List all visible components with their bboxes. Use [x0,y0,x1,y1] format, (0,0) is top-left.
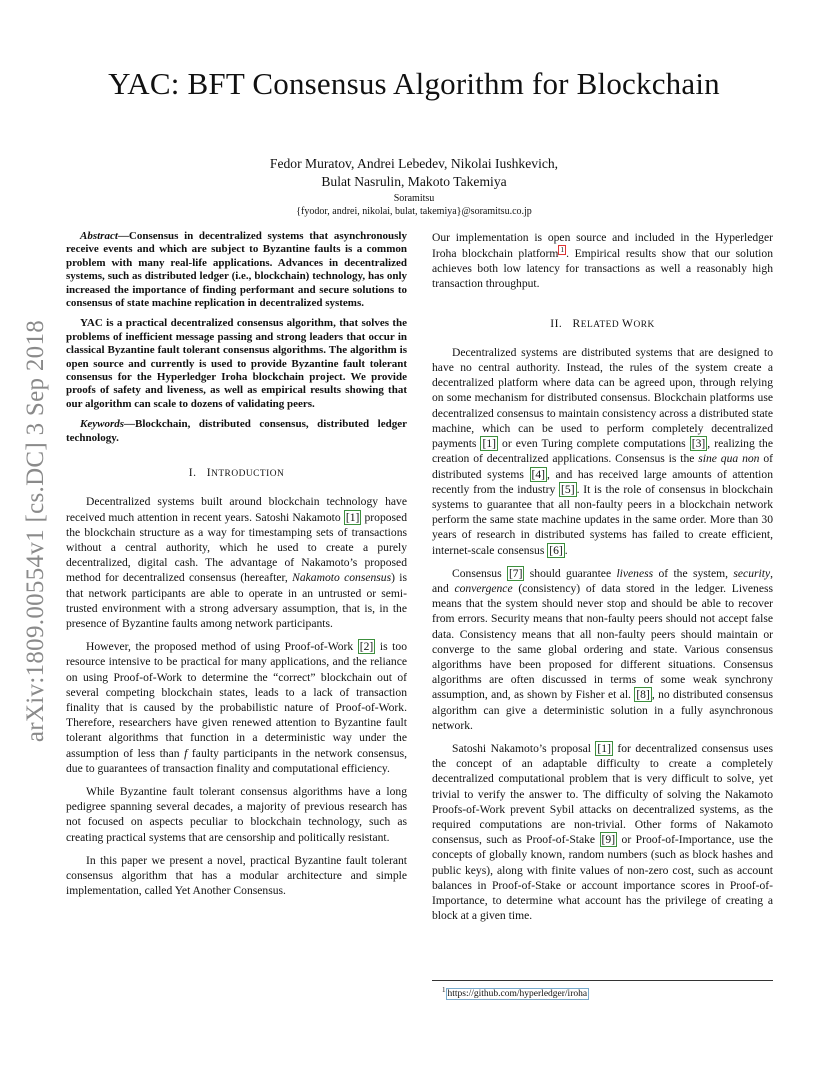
citation-link[interactable]: [3] [691,437,706,451]
text-run: , no distributed consensus algorithm can give a deterministic solution in a fully asynchronous network. [432,688,773,732]
citation-link[interactable]: [2] [359,640,374,654]
abstract-paragraph-2: YAC is a practical decentralized consensus algorithm, that solves the problems of inefficient message passing and strong leaders that occur in classical Byzantine fault tolerant consensus algorithms. The algorithm is open source and currently is used to provide Byzantine fault tolerant consensus for the Hyperledger Iroha blockchain project. We provide proofs of safety and liveness, as well as empirical results showing that our algorithm can scale to dozens of validating peers. [66,317,407,410]
footnote-marker[interactable]: 1 [560,245,565,255]
text-run: , realizing the creation of decentralized applications. Consensus is the [432,437,773,466]
text-run: . [564,543,568,557]
footnote [442,984,589,1000]
text-run: Satoshi Nakamoto’s proposal [452,741,596,755]
intro-paragraph-1 [66,494,407,631]
citation-link[interactable]: [9] [601,833,616,847]
citation-link[interactable]: [4] [531,467,546,481]
keywords [66,418,407,445]
left-column [66,230,407,898]
citation-link[interactable]: [1] [345,510,360,524]
authors-line-2: Bulat Nasrulin, Makoto Takemiya [321,174,507,189]
text-run: of the system, [653,566,734,580]
text-run: , and has received large amounts of attention recently from the industry [432,467,773,496]
footnote-url-link[interactable] [446,988,590,1000]
citation-link[interactable]: [7] [508,566,523,580]
text-run: However, the proposed method of using Proof-of-Work [86,640,358,654]
intro-paragraph-3: While Byzantine fault tolerant consensus algorithms have a long pedigree spanning several decades, a majority of previous research has not focused on aspects peculiar to blockchain technology, such as creating practical systems that are censorship and politically resistant. [66,784,407,844]
section-title-initial-2: W [622,316,634,330]
citation-link[interactable]: [8] [636,688,650,702]
related-paragraph-3 [432,741,773,923]
intro-paragraph-4: In this paper we present a novel, practical Byzantine fault tolerant consensus algorithm that has a modular architecture and simple implementation, called Yet Another Consensus. [66,853,407,898]
citation-link[interactable]: [1] [597,741,611,755]
text-run: Decentralized systems are distributed systems that are designed to have no central authority. Instead, the rules of the system create a decentralized platform where data can be agreed upon, through relying on some mechanism for distributed consensus. Blockchain platforms use decentralized consensus to maintain consistency across a distributed state machine, which can be used to perform completely decentralized payments [432,345,773,451]
text-run: . It is the role of consensus in blockchain systems to guarantee that all non-faulty peers in a blockchain network perform the same state machine updates in the same order. More than 30 years of research in distributed systems has failed to create efficient, internet-scale consensus [432,482,773,557]
right-column [432,230,773,923]
author-list [0,155,828,191]
footnote-number: 1 [442,986,446,994]
emphasis: sine qua non [698,452,760,466]
section-title-rest: NTRODUCTION [211,469,285,480]
section-title-initial: R [572,316,581,330]
emphasis: convergence [454,581,513,595]
text-run: , and [432,566,773,595]
intro-paragraph-4-continued [432,230,773,292]
intro-paragraph-2 [66,639,407,776]
text-run: proposed the blockchain structure as a way for timestamping sets of transactions without a central authority, which he used to create a purely decentralized, digital cash. The advantage of Nakamoto’s proposed method for decentralized consensus (hereafter, [66,510,408,585]
keywords-label: Keywords [80,418,124,431]
text-run: Decentralized systems built around blockchain technology have received much attention in recent years. Satoshi Nakamoto [66,495,407,524]
author-emails: {fyodor, andrei, nikolai, bulat, takemiya}@soramitsu.co.jp [296,206,532,217]
text-run: or even Turing complete computations [498,437,690,451]
text-run: . Empirical results show that our solution achieves both low latency for transactions as well a reasonably high transaction throughput. [432,247,773,291]
text-run: of distributed systems [432,452,773,481]
keywords-text: —Blockchain, distributed consensus, distributed ledger technology. [66,418,407,444]
section-number: I. [188,466,197,480]
text-run: or Proof-of-Importance, use the concepts of globally known, random numbers (such as block hashes and public keys), along with finite values of non-zero cost, such as account balances in Proof-of-Stake or account importance scores in Proof-of-Importance, to determine what account has the privilege of creating a block at a given time. [432,833,773,923]
section-title-rest: ORK [633,319,655,330]
math-variable: f [184,746,188,760]
related-paragraph-2 [432,566,773,733]
abstract-label: Abstract [80,230,118,242]
abstract-text-1: —Consensus in decentralized systems that asynchronously receive events and which are subject to Byzantine faults is a common problem with many real-life applications. Advances in decentralized systems, such as distributed ledger (i.e., blockchain) technology, has only increased the importance of finding performant and secure solutions to consensus of state machine replication in decentralized systems. [66,230,407,310]
section-heading-related-work [432,316,773,333]
emphasis: security [733,566,771,580]
abstract [66,230,407,445]
authors-line-1: Fedor Muratov, Andrei Lebedev, Nikolai Iushkevich, [269,156,559,171]
text-run: faulty participants in the network consensus, due to guarantees of transaction finality and computational efficiency. [66,746,408,775]
arxiv-stamp-text: arXiv:1809.00554v1 [cs.DC] 3 Sep 2018 [22,319,50,743]
footnote-url[interactable]: https://github.com/hyperledger/iroha [447,989,588,1000]
paper-title: YAC: BFT Consensus Algorithm for Blockchain [108,66,720,101]
affiliation: Soramitsu [393,193,435,204]
citation-link[interactable]: [6] [549,543,563,557]
text-run: is too resource intensive to be practical for many applications, and the reliance on using Proof-of-Work to determine the “correct” blockchain out of several competing blockchain states, leads to a lack of transaction finality that is caused by the probabilistic nature of Proof-of-Work. Therefore, researchers have given renewed attention to Byzantine fault tolerant algorithms that function in a deterministic way under the assumption of less than [66,640,407,760]
text-run: Consensus [452,566,507,580]
emphasis: liveness [616,566,654,580]
text-run: should guarantee [524,566,617,580]
section-title-part: ELATED [580,319,623,330]
citation-link[interactable]: [5] [561,482,575,496]
citation-link[interactable]: [1] [482,437,497,451]
text-run: ) is that network participants are able to operate in an untrusted or semi-trusted environment with a strong adversary assumption, that is, in the presence of Byzantine faults among network participants. [66,571,407,630]
text-run: for decentralized consensus uses the concept of an adaptable difficulty to create a completely decentralized computational problem that is very difficult to solve, yet trivial to verify the answer to. The difficulty of solving the Nakamoto Proofs-of-Work prevent Sybil attacks on decentralized systems, as the required computations are non-trivial. Other forms of Nakamoto consensus, such as Proof-of-Stake [432,741,773,847]
text-run: (consistency) of data stored in the ledger. Liveness means that the system should never stop and should be able to recover from errors. Security means that non-faulty peers should not accept false data. Consistency means that all non-faulty peers should maintain or converge to the same global ordering and state. Various consensus algorithms have been proposed for different situations. Consensus algorithms are often discussed in terms of some weak synchrony assumption, and, as shown by Fisher et al. [432,581,774,702]
footnote-divider [432,980,773,981]
arxiv-stamp [18,292,54,770]
section-number: II. [550,316,563,330]
related-paragraph-1 [432,345,773,558]
section-title-initial: I [206,466,212,480]
emphasis: Nakamoto consensus [292,571,392,585]
affiliation-block [0,192,828,218]
abstract-paragraph-1 [66,230,407,310]
text-run: Our implementation is open source and included in the Hyperledger Iroha blockchain platform [432,231,773,261]
section-heading-introduction [66,465,407,482]
